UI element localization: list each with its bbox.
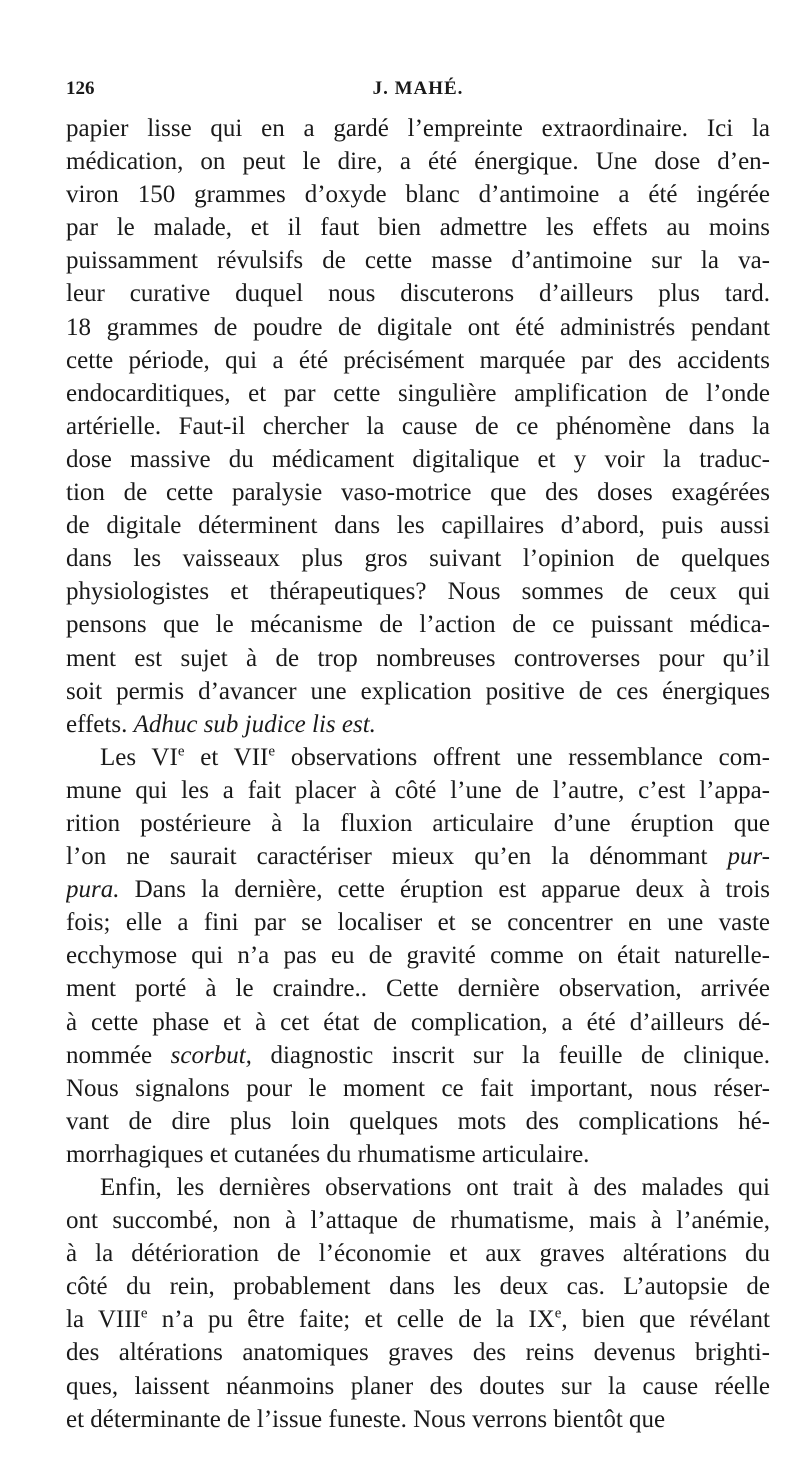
line-text: ment est sujet à de trop nombreuses controverses pour qu’il (66, 644, 770, 672)
line-text: Enfin, les dernières observations ont trait à des malades qui (100, 1174, 770, 1201)
line-text: pensons que le mécanisme de l’action de ce puissant médica- (66, 611, 770, 639)
page-header (66, 78, 770, 108)
text-line (66, 840, 770, 873)
text-line (66, 509, 770, 542)
ordinal-superscript: e (177, 743, 185, 760)
line-text: côté du rein, probablement dans les deux cas. L’autopsie de (66, 1273, 770, 1301)
italic-text: Adhuc sub judice lis est. (133, 710, 376, 738)
text-line (66, 1105, 770, 1138)
line-text: n’a pu être faite; et celle de la IX (147, 1306, 555, 1334)
line-text: ecchymose qui n’a pas eu de gravité comme on était naturelle- (66, 942, 770, 970)
body-text (66, 112, 770, 1436)
line-text: rition postérieure à la fluxion articulaire d’une éruption que (66, 809, 770, 837)
line-text: tion de cette paralysie vaso-motrice que des doses exagérées (66, 479, 770, 507)
text-line (66, 1403, 770, 1436)
text-line (66, 1270, 770, 1303)
italic-text: pura. (66, 876, 120, 904)
text-line (66, 443, 770, 476)
text-line (66, 774, 770, 807)
line-text: viron 150 grammes d’oxyde blanc d’antimoine a été ingérée (66, 181, 770, 209)
line-text: , bien que révélant (561, 1306, 770, 1334)
text-line (66, 211, 770, 244)
italic-text: scorbut, (170, 1041, 252, 1069)
line-text: et déterminante de l’issue funeste. Nous verrons bientôt que (66, 1405, 666, 1433)
italic-text: pur- (727, 843, 770, 871)
text-line (66, 1204, 770, 1237)
text-line (66, 873, 770, 906)
text-line (66, 1006, 770, 1039)
text-line (66, 476, 770, 509)
line-text: de digitale déterminent dans les capillaires d’abord, puis aussi (66, 512, 770, 540)
line-text: 18 grammes de poudre de digitale ont été administrés pendant (66, 313, 770, 341)
line-text: physiologistes et thérapeutiques? Nous sommes de ceux qui (66, 578, 770, 606)
line-text: Dans la dernière, cette éruption est apparue deux à trois (119, 876, 770, 904)
line-text: diagnostic inscrit sur la feuille de clinique. (251, 1041, 770, 1069)
text-line (66, 112, 770, 145)
line-text: artérielle. Faut-il chercher la cause de ce phénomène dans la (66, 412, 770, 440)
line-text: papier lisse qui en a gardé l’empreinte extraordinaire. Ici la (66, 115, 770, 142)
page-number: 126 (66, 78, 95, 99)
line-text: leur curative duquel nous discuterons d’ailleurs plus tard. (66, 280, 770, 308)
text-line (66, 906, 770, 939)
line-text: nommée (66, 1041, 171, 1069)
text-line (66, 1237, 770, 1270)
text-line (66, 807, 770, 840)
text-line (66, 1039, 770, 1072)
line-text: des altérations anatomiques graves des reins devenus brighti- (66, 1339, 770, 1367)
line-text: Les VI (100, 743, 178, 771)
text-line (66, 178, 770, 211)
line-text: endocarditiques, et par cette singulière amplification de l’onde (66, 379, 770, 407)
text-line (66, 939, 770, 972)
line-text: soit permis d’avancer une explication positive de ces énergiques (66, 677, 770, 705)
line-text: médication, on peut le dire, a été énergique. Une dose d’en- (66, 148, 770, 176)
text-line (66, 277, 770, 310)
line-text: ont succombé, non à l’attaque de rhumatisme, mais à l’anémie, (66, 1207, 770, 1235)
text-line (66, 608, 770, 641)
line-text: effets. (66, 710, 134, 738)
text-line (66, 1336, 770, 1369)
text-line (66, 642, 770, 675)
line-text: Nous signalons pour le moment ce fait important, nous réser- (66, 1074, 770, 1102)
text-line (66, 1171, 770, 1204)
text-line (66, 344, 770, 377)
line-text: morrhagiques et cutanées du rhumatisme articulaire. (66, 1140, 590, 1168)
line-text: fois; elle a fini par se localiser et se concentrer en une vaste (66, 909, 770, 937)
line-text: ment porté à le craindre.. Cette dernière observation, arrivée (66, 975, 770, 1003)
text-line (66, 972, 770, 1005)
running-head: J. MAHÉ. (372, 78, 464, 99)
text-line (66, 575, 770, 608)
line-text: ques, laissent néanmoins planer des doutes sur la cause réelle (66, 1372, 770, 1400)
text-line (66, 708, 770, 741)
line-text: la VIII (66, 1306, 141, 1334)
text-line (66, 244, 770, 277)
line-text: à cette phase et à cet état de complication, a été d’ailleurs dé- (66, 1008, 770, 1036)
line-text: l’on ne saurait caractériser mieux qu’en la dénommant (66, 843, 728, 871)
line-text: et VII (184, 743, 269, 771)
text-line (66, 377, 770, 410)
line-text: dose massive du médicament digitalique et y voir la traduc- (66, 445, 770, 473)
text-line (66, 675, 770, 708)
text-line (66, 1303, 770, 1336)
text-line (66, 741, 770, 774)
ordinal-superscript: e (140, 1306, 148, 1323)
line-text: à la détérioration de l’économie et aux graves altérations du (66, 1240, 770, 1268)
line-text: dans les vaisseaux plus gros suivant l’opinion de quelques (66, 545, 770, 573)
line-text: vant de dire plus loin quelques mots des complications hé- (66, 1107, 770, 1135)
text-line (66, 145, 770, 178)
text-line (66, 542, 770, 575)
line-text: observations offrent une ressemblance com- (275, 743, 770, 771)
line-text: cette période, qui a été précisément marquée par des accidents (66, 346, 770, 374)
text-line (66, 311, 770, 344)
text-line (66, 1138, 770, 1171)
line-text: par le malade, et il faut bien admettre les effets au moins (66, 214, 770, 242)
text-line (66, 1072, 770, 1105)
ordinal-superscript: e (554, 1306, 562, 1323)
text-line (66, 1370, 770, 1403)
line-text: mune qui les a fait placer à côté l’une de l’autre, c’est l’appa- (66, 776, 770, 804)
line-text: puissamment révulsifs de cette masse d’antimoine sur la va- (66, 247, 770, 275)
text-line (66, 410, 770, 443)
ordinal-superscript: e (268, 743, 276, 760)
